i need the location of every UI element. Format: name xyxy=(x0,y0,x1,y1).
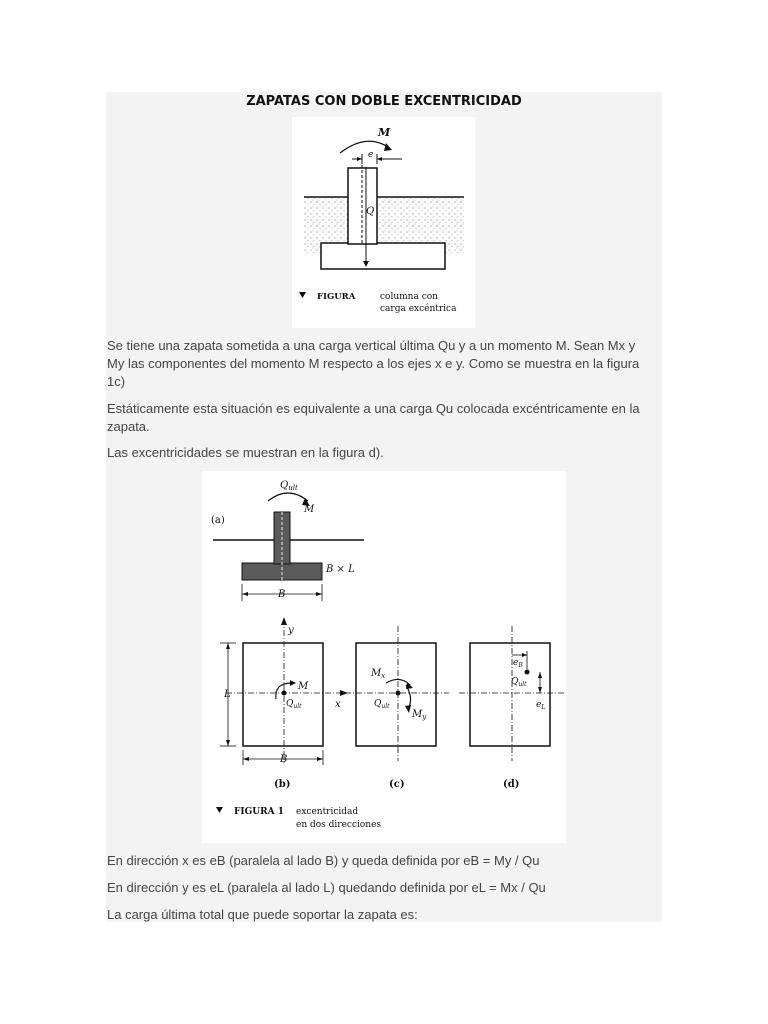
b-label-b: B xyxy=(280,754,288,765)
qult-label-c: $Q_{ult}$ xyxy=(374,699,390,710)
paragraph-3: Las excentricidades se muestran en la figura d). xyxy=(107,445,384,460)
figure-two-direction-eccentricity xyxy=(202,471,566,843)
b-label-a: B xyxy=(278,589,286,600)
panel-d-label: (d) xyxy=(503,779,520,790)
l-label: L xyxy=(224,689,231,700)
x-axis-label: x xyxy=(335,699,341,710)
figure2-caption-line2: en dos direcciones xyxy=(296,820,382,830)
qult-label-a: $Q_{ult}$ xyxy=(280,480,298,492)
page-title: ZAPATAS CON DOBLE EXCENTRICIDAD xyxy=(246,94,522,109)
figure2-caption-line1: excentricidad xyxy=(296,807,359,817)
mx-label: $M_x$ xyxy=(371,668,386,680)
panel-c-label: (c) xyxy=(389,779,405,790)
qult-label-d: $Q_{ult}$ xyxy=(511,677,527,688)
y-axis-label: y xyxy=(288,625,294,636)
caption-marker-icon xyxy=(299,292,306,298)
paragraph-4: En dirección x es eB (paralela al lado B) y queda definida por eB = My / Qu xyxy=(107,853,540,868)
paragraph-5: En dirección y es eL (paralela al lado L) quedando definida por eL = Mx / Qu xyxy=(107,880,546,895)
my-label: $M_y$ xyxy=(412,709,427,721)
eb-label: $e_B$ xyxy=(513,658,523,669)
paragraph-2: Estáticamente esta situación es equivalente a una carga Qu colocada excéntricamente en la zapata. xyxy=(107,401,640,434)
paragraph-6: La carga última total que puede soportar la zapata es: xyxy=(107,907,418,922)
figure1-caption-tag: FIGURA xyxy=(317,292,356,302)
moment-label-a: M xyxy=(304,504,315,515)
panel-a-label: (a) xyxy=(211,515,225,526)
bxl-label: B × L xyxy=(326,564,355,575)
qult-label-b: $Q_{ult}$ xyxy=(286,699,302,710)
paragraph-1: Se tiene una zapata sometida a una carga vertical última Qu y a un momento M. Sean Mx y My las componentes del momento M respecto a los ejes x e y. Como se muestra en la figura 1c) xyxy=(107,338,640,389)
panel-b-label: (b) xyxy=(274,779,291,790)
figure1-caption-line2: carga excéntrica xyxy=(380,304,457,314)
figure1-caption-line1: columna con xyxy=(380,292,438,302)
el-label: $e_L$ xyxy=(536,700,546,711)
moment-label-b: M xyxy=(298,681,309,692)
load-label: Q xyxy=(366,206,375,217)
figure2-caption-tag: FIGURA 1 xyxy=(234,807,284,817)
moment-label: M xyxy=(378,126,391,139)
caption-marker-icon xyxy=(216,807,223,813)
figure-eccentric-column xyxy=(292,117,475,328)
eccentricity-label: e xyxy=(368,150,374,160)
